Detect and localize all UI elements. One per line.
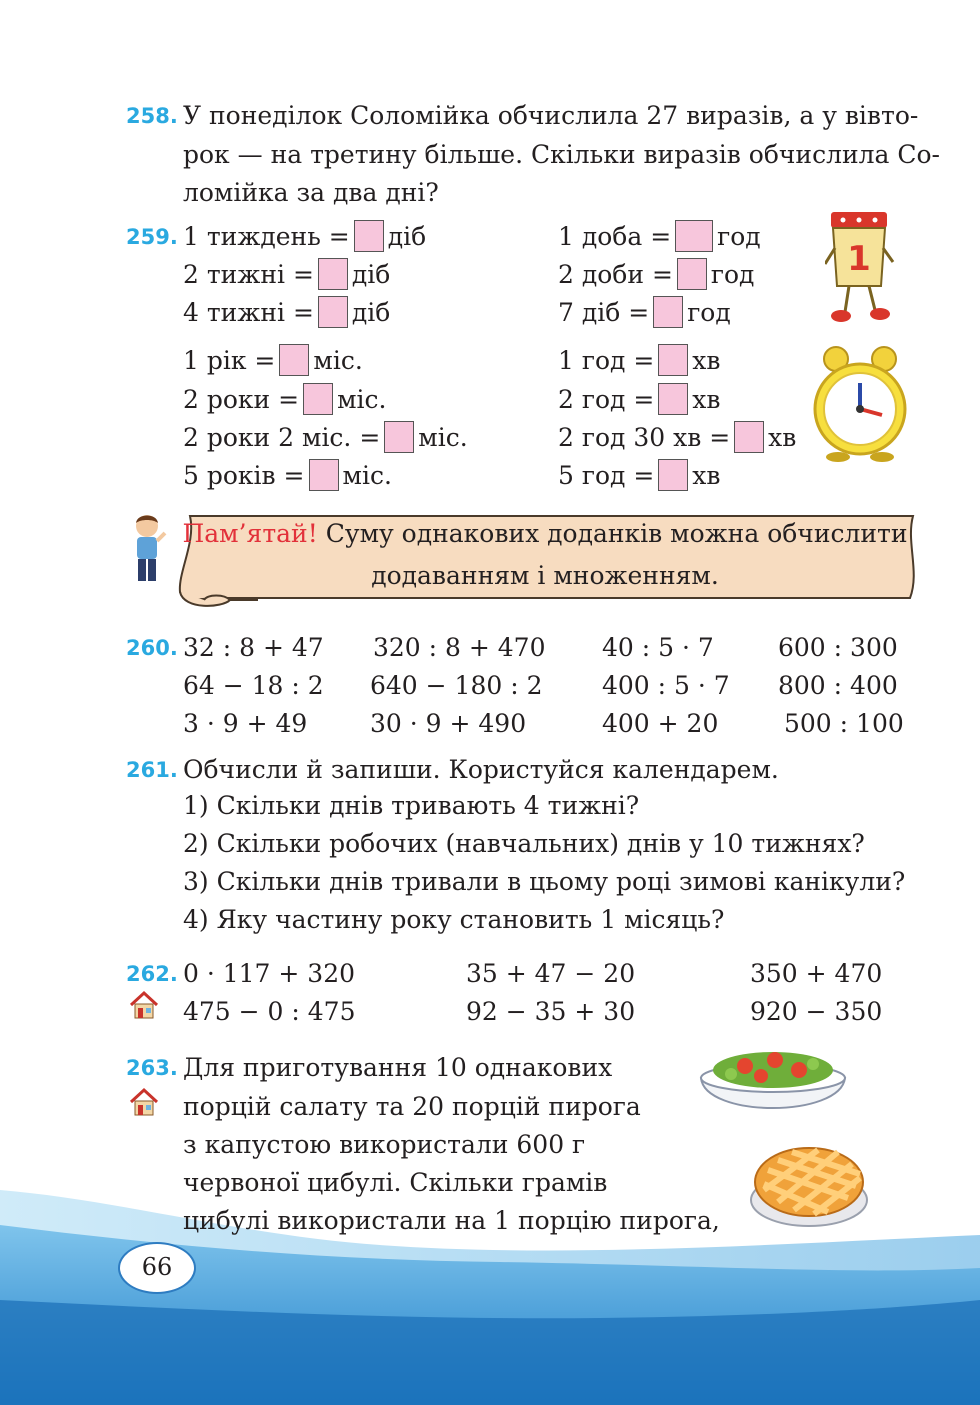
answer-box[interactable] bbox=[653, 296, 683, 328]
answer-box[interactable] bbox=[279, 344, 309, 376]
conversion-row bbox=[558, 221, 761, 255]
exercise-261-line: 4) Яку частину року становить 1 місяць? bbox=[183, 905, 725, 934]
conversion-left: 2 роки 2 міс. = bbox=[183, 423, 381, 452]
salad-bowl-illustration bbox=[695, 1040, 850, 1130]
home-icon bbox=[129, 1087, 159, 1117]
answer-box[interactable] bbox=[318, 258, 348, 290]
conversion-left: 1 доба = bbox=[558, 222, 672, 251]
remember-title: Пам’ятай! bbox=[182, 519, 318, 548]
conversion-unit: год bbox=[717, 222, 761, 251]
conversion-left: 5 год = bbox=[558, 461, 655, 490]
exercise-261-line: 3) Скільки днів тривали в цьому році зимові канікули? bbox=[183, 867, 906, 896]
expression: 92 − 35 + 30 bbox=[466, 997, 636, 1026]
conversion-row bbox=[558, 259, 754, 293]
calendar-digit: 1 bbox=[847, 239, 871, 279]
home-icon bbox=[129, 990, 159, 1020]
exercise-number-259: 259. bbox=[126, 225, 178, 249]
exercise-263-line: порцій салату та 20 порцій пирога bbox=[183, 1092, 641, 1121]
conversion-row bbox=[183, 259, 390, 293]
answer-box[interactable] bbox=[675, 220, 713, 252]
expression: 32 : 8 + 47 bbox=[183, 633, 324, 662]
conversion-row bbox=[558, 384, 720, 418]
conversion-left: 2 роки = bbox=[183, 385, 300, 414]
exercise-261-line: 2) Скільки робочих (навчальних) днів у 10 тижнях? bbox=[183, 829, 865, 858]
answer-box[interactable] bbox=[658, 459, 688, 491]
conversion-row bbox=[183, 297, 390, 331]
expression: 400 + 20 bbox=[602, 709, 719, 738]
conversion-unit: міс. bbox=[418, 423, 468, 452]
conversion-row bbox=[558, 460, 720, 494]
answer-box[interactable] bbox=[384, 421, 414, 453]
conversion-unit: міс. bbox=[342, 461, 392, 490]
answer-box[interactable] bbox=[309, 459, 339, 491]
remember-line1 bbox=[0, 518, 980, 550]
conversion-left: 1 год = bbox=[558, 346, 655, 375]
answer-box[interactable] bbox=[677, 258, 707, 290]
exercise-263-line: червоної цибулі. Скільки грамів bbox=[183, 1168, 608, 1197]
conversion-row bbox=[183, 460, 392, 494]
conversion-left: 2 тижні = bbox=[183, 260, 314, 289]
conversion-unit: хв bbox=[692, 461, 721, 490]
exercise-258-line: ломійка за два дні? bbox=[183, 178, 439, 207]
answer-box[interactable] bbox=[658, 344, 688, 376]
exercise-263-line: цибулі використали на 1 порцію пирога, bbox=[183, 1206, 720, 1235]
alarm-clock-illustration bbox=[812, 345, 908, 465]
conversion-left: 2 год 30 хв = bbox=[558, 423, 731, 452]
conversion-unit: діб bbox=[351, 260, 391, 289]
conversion-row bbox=[558, 422, 796, 456]
exercise-number-260: 260. bbox=[126, 636, 178, 660]
conversion-left: 2 доби = bbox=[558, 260, 673, 289]
conversion-unit: год bbox=[710, 260, 755, 289]
conversion-unit: год bbox=[687, 298, 731, 327]
exercise-258-line: У понеділок Соломійка обчислила 27 виразів, а у вівто- bbox=[183, 101, 919, 130]
conversion-unit: діб bbox=[387, 222, 427, 251]
expression: 40 : 5 · 7 bbox=[602, 633, 714, 662]
conversion-left: 2 год = bbox=[558, 385, 655, 414]
answer-box[interactable] bbox=[303, 383, 333, 415]
expression: 0 · 117 + 320 bbox=[183, 959, 356, 988]
conversion-unit: хв bbox=[768, 423, 797, 452]
expression: 64 − 18 : 2 bbox=[183, 671, 324, 700]
remember-text: Суму однакових доданків можна обчислити bbox=[317, 519, 908, 548]
answer-box[interactable] bbox=[354, 220, 384, 252]
conversion-row bbox=[183, 221, 426, 255]
expression: 500 : 100 bbox=[784, 709, 904, 738]
conversion-left: 4 тижні = bbox=[183, 298, 314, 327]
conversion-left: 5 років = bbox=[183, 461, 305, 490]
conversion-row bbox=[558, 345, 720, 379]
conversion-row bbox=[558, 297, 731, 331]
exercise-261-line: 1) Скільки днів тривають 4 тижні? bbox=[183, 791, 640, 820]
expression: 475 − 0 : 475 bbox=[183, 997, 356, 1026]
remember-line2: додаванням і множенням. bbox=[371, 561, 719, 590]
expression: 600 : 300 bbox=[778, 633, 898, 662]
exercise-263-line: з капустою використали 600 г bbox=[183, 1130, 586, 1159]
conversion-unit: хв bbox=[692, 346, 721, 375]
answer-box[interactable] bbox=[318, 296, 348, 328]
expression: 400 : 5 · 7 bbox=[602, 671, 730, 700]
conversion-unit: діб bbox=[351, 298, 391, 327]
exercise-number-261: 261. bbox=[126, 758, 178, 782]
conversion-row bbox=[183, 422, 468, 456]
expression: 30 · 9 + 490 bbox=[370, 709, 527, 738]
conversion-unit: хв bbox=[692, 385, 721, 414]
exercise-number-258: 258. bbox=[126, 104, 178, 128]
expression: 920 − 350 bbox=[750, 997, 883, 1026]
conversion-unit: міс. bbox=[337, 385, 387, 414]
exercise-number-262: 262. bbox=[126, 962, 178, 986]
answer-box[interactable] bbox=[658, 383, 688, 415]
expression: 320 : 8 + 470 bbox=[373, 633, 546, 662]
page-number: 66 bbox=[118, 1242, 196, 1294]
exercise-261-line: Обчисли й запиши. Користуйся календарем. bbox=[183, 755, 779, 784]
calendar-character-illustration bbox=[825, 208, 895, 326]
exercise-263-line: Для приготування 10 однакових bbox=[183, 1053, 613, 1082]
expression: 640 − 180 : 2 bbox=[370, 671, 543, 700]
pie-illustration bbox=[748, 1140, 870, 1230]
expression: 3 · 9 + 49 bbox=[183, 709, 308, 738]
answer-box[interactable] bbox=[734, 421, 764, 453]
conversion-left: 1 тиждень = bbox=[183, 222, 350, 251]
expression: 35 + 47 − 20 bbox=[466, 959, 636, 988]
conversion-row bbox=[183, 345, 363, 379]
conversion-left: 7 діб = bbox=[558, 298, 650, 327]
conversion-unit: міс. bbox=[313, 346, 363, 375]
conversion-row bbox=[183, 384, 386, 418]
exercise-258-line: рок — на третину більше. Скільки виразів обчислила Со- bbox=[183, 140, 940, 169]
expression: 350 + 470 bbox=[750, 959, 883, 988]
conversion-left: 1 рік = bbox=[183, 346, 276, 375]
expression: 800 : 400 bbox=[778, 671, 898, 700]
exercise-number-263: 263. bbox=[126, 1056, 178, 1080]
